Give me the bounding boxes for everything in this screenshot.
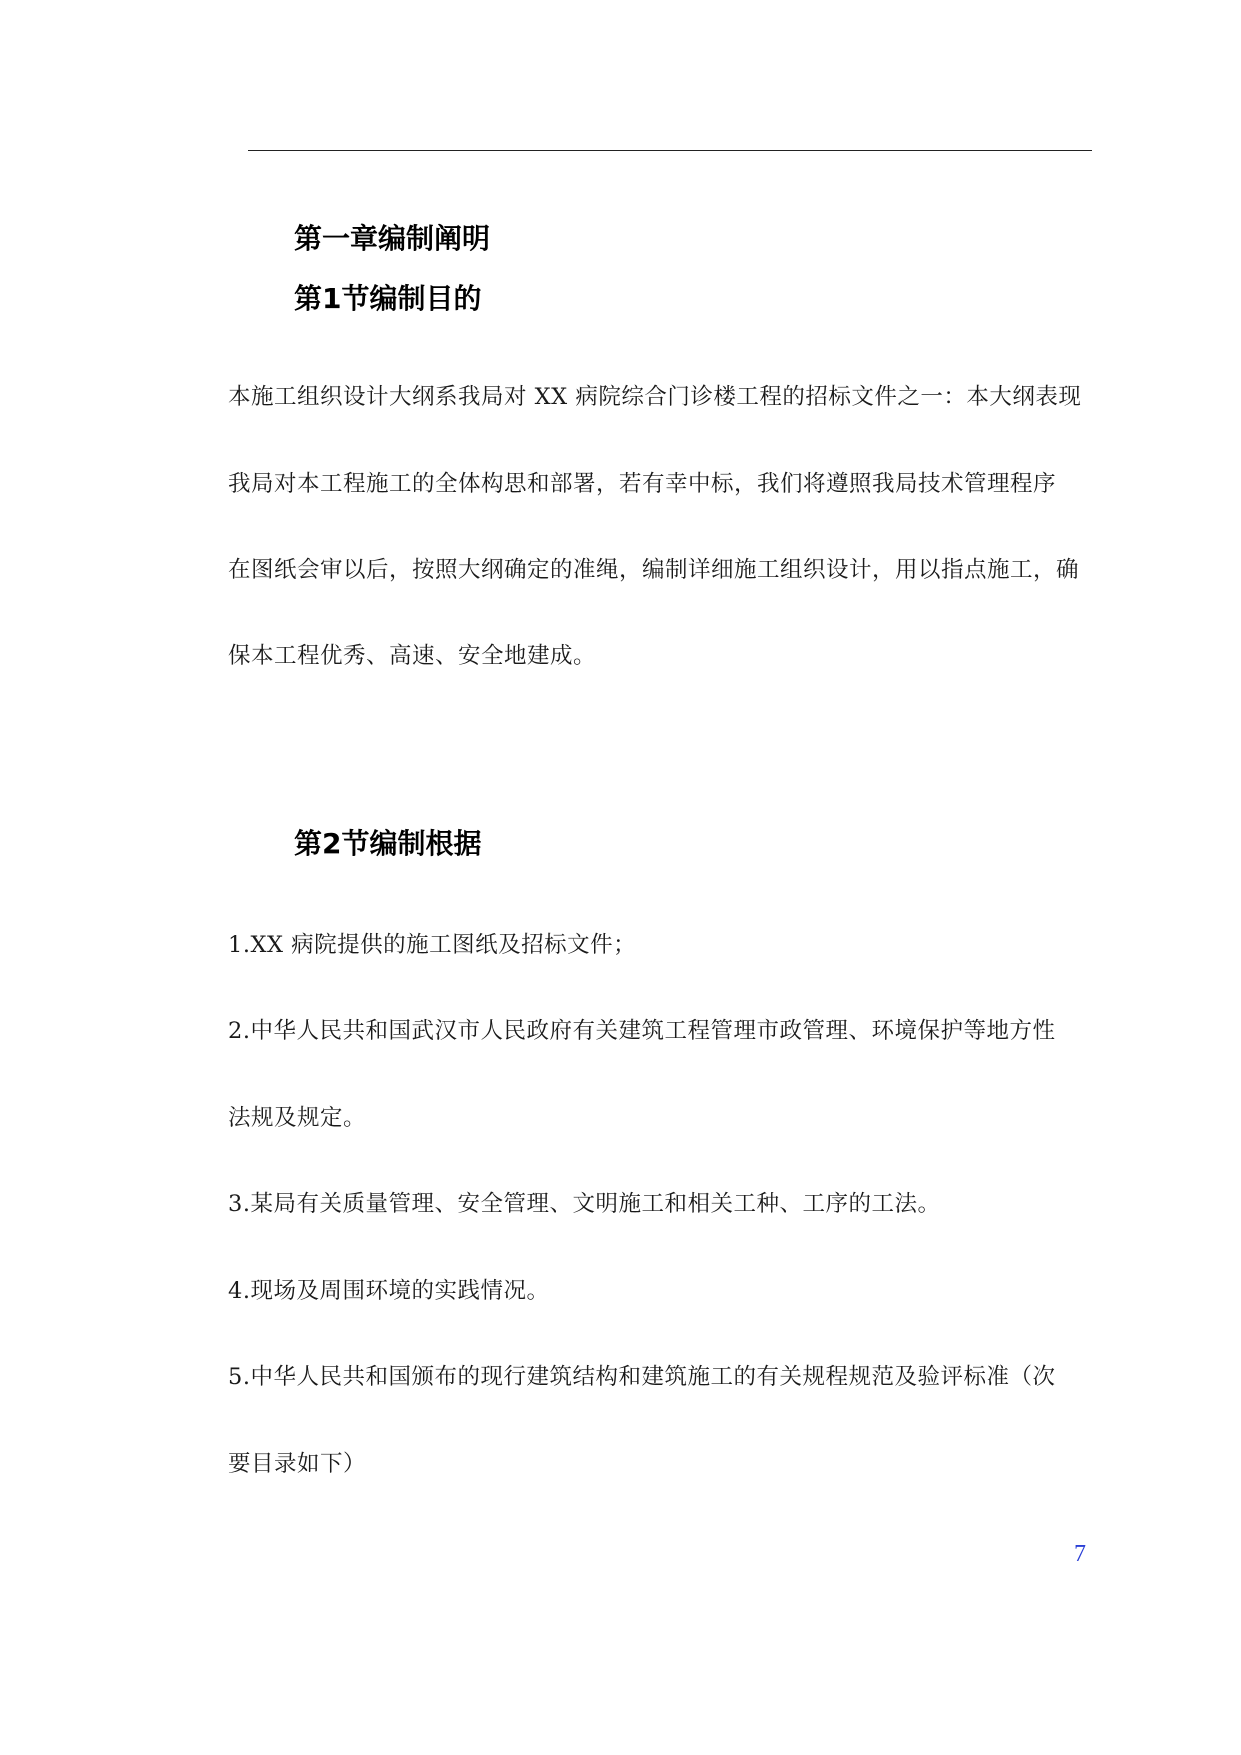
list-item: 1.XX 病院提供的施工图纸及招标文件； <box>228 932 637 958</box>
section-1-title: 第1节编制目的 <box>294 282 482 315</box>
list-item: 2.中华人民共和国武汉市人民政府有关建筑工程管理市政管理、环境保护等地方性 <box>228 1018 1056 1044</box>
paragraph-line: 保本工程优秀、高速、安全地建成。 <box>228 643 597 669</box>
list-item-continuation: 要目录如下） <box>228 1451 367 1477</box>
list-item-continuation: 法规及规定。 <box>228 1105 367 1131</box>
page-number: 7 <box>1074 1541 1086 1567</box>
paragraph-line: 在图纸会审以后，按照大纲确定的准绳，编制详细施工组织设计，用以指点施工，确 <box>228 557 1080 583</box>
section-2-title: 第2节编制根据 <box>294 827 482 860</box>
list-item: 5.中华人民共和国颁布的现行建筑结构和建筑施工的有关规程规范及验评标准（次 <box>228 1364 1056 1390</box>
chapter-title: 第一章编制阐明 <box>294 222 491 255</box>
list-item: 3.某局有关质量管理、安全管理、文明施工和相关工种、工序的工法。 <box>228 1191 941 1217</box>
paragraph-line: 我局对本工程施工的全体构思和部署，若有幸中标，我们将遵照我局技术管理程序 <box>228 471 1057 497</box>
header-rule <box>248 150 1092 151</box>
list-item: 4.现场及周围环境的实践情况。 <box>228 1278 550 1304</box>
paragraph-line: 本施工组织设计大纲系我局对 XX 病院综合门诊楼工程的招标文件之一：本大纲表现 <box>228 384 1082 410</box>
